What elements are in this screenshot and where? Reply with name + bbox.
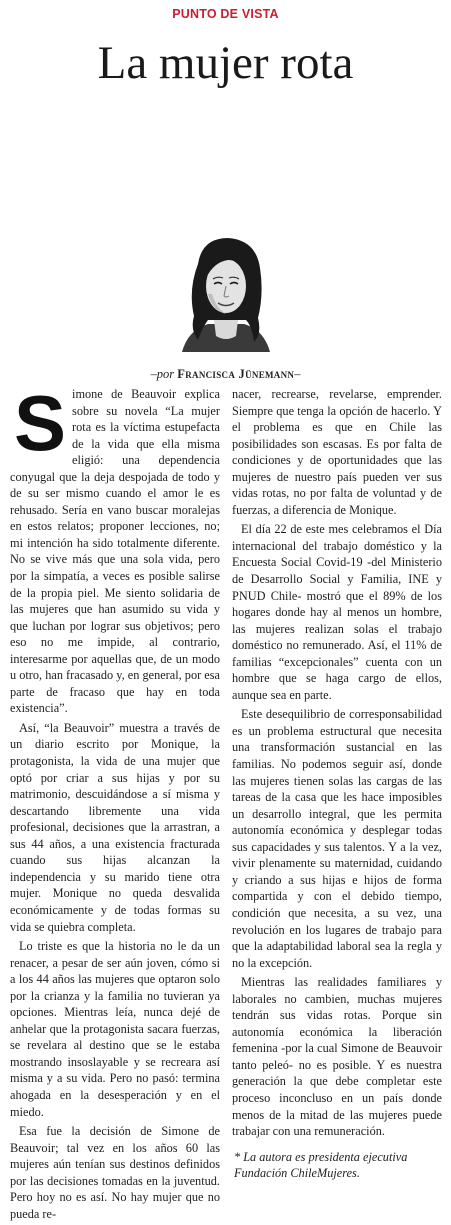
article-paragraph: Lo triste es que la historia no le da un renacer, a pesar de ser aún joven, cómo si a los 44 años las mujeres que optaron solo por la crianza y la familia no tuvieran ya opciones. Mientras leía, nunca dejé de anhelar que la protagonista sacara fuerzas, se revelara al destino que se le estaba mostrando insoslayable y se recreara así misma y a su vida. Pero no pasó: termina ahogada en la desesperación y en el miedo. [10,939,220,1119]
article-paragraph: Así, “la Beauvoir” muestra a través de un diario escrito por Monique, la protagonista, la vida de una mujer que optó por criar a sus hijas y por su matrimonio, descuidándose a sí misma y descartando libremente una vida profesional, decisiones que la arrastran, a sus 44 años, a una existencia fracturada cuando sus hijas alcanzan la independencia y su marido tiene otra mujer. Monique no queda desvalida económicamente y de todas formas su vida se quiebra completa. [10,720,220,934]
article-paragraph: Esa fue la decisión de Simone de Beauvoir; tal vez en los años 60 las mujeres aún tenían sus destinos definidos por las decisiones tomadas en la juventud. Pero hoy no es así. No hay mujer que no pueda re- [10,1124,220,1221]
section-kicker: PUNTO DE VISTA [172,7,279,21]
article-paragraph: Mientras las realidades familiares y laborales no cambien, muchas mujeres tendrán sus vidas rotas. Porque sin autonomía económica la liberación femenina -por la cual Simone de Beauvoir tanto peleó- no es posible. Y es nuestra generación la que debe completar este proceso inconcluso en un país donde menos de la mitad de las mujeres puede trabajar con una remuneración. [232,975,442,1139]
article-paragraph: Este desequilibrio de corresponsabilidad es un problema estructural que necesita una transformación sustancial en las familias. No podemos seguir así, donde las mujeres tienen solas las cargas de las tareas de la casa que les hace imposibles un desarrollo integral, que les permita autonomía económica y desplegar todas sus capacidades y sus talentos. Y a la vez, vivir plenamente su maternidad, cuidando y criando a sus hijas e hijos de forma compartida y con el debido tiempo, condición que necesita, a su vez, una revolución en los lugares de trabajo para que la adaptabilidad laboral sea la regla y no la excepción. [232,707,442,970]
article-paragraph: El día 22 de este mes celebramos el Día internacional del trabajo doméstico y la Encuesta Social Covid-19 -del Ministerio de Desarrollo Social y Familia, INE y PNUD Chile- mostró que el 89% de los hogares donde hay al menos un hombre, las mujeres realizan solas el trabajo doméstico no remunerado. Así, el 11% de familias “excepcionales” cuenta con un hombre que se haga cargo de ellos, aunque sea en parte. [232,522,442,702]
author-name: Francisca Jünemann [177,367,295,381]
author-footnote: * La autora es presidenta ejecutiva Fundación ChileMujeres. [234,1149,408,1181]
article-paragraph [10,379,220,717]
paragraph-text: imone de Beauvoir explica sobre su novela “La mujer rota es la víctima estupefacta de la vida que ella misma eligió: una dependencia conyugal que la deja despojada de todo y de su ser mismo cuando el amor le es rehusado. Sería en vano buscar moralejas en estos relatos; proponer lecciones, no; mi intención ha sido totalmente diferente. No se vive más que una sola vida, pero por la simpatía, a veces es posible salirse de la propia piel. Me siento solidaria de las mujeres que han asumido su vida y que luchan por lograr sus objetivos; pero eso no me impide, al contrario, interesarme por aquellas que, de un modo u otro, han fracasado y, en general, por esa parte de fracaso que hay en toda existencia”. [10,387,220,716]
author-portrait-illustration [168,234,284,352]
article-headline: La mujer rota [97,37,354,89]
article-column-left [10,379,220,1225]
article-column-right [232,386,442,1182]
byline-prefix: –por [150,367,175,381]
drop-cap: S [14,379,67,467]
article-paragraph: nacer, recrearse, revelarse, emprender. Siempre que tenga la opción de hacerlo. Y el problema es que en Chile las posibilidades son escasas. Es por falta de condiciones y de oportunidades que las mujeres de nuestro país pueden ver sus vidas rotas, no por falta de voluntad y de fuerzas, a diferencia de Monique. [232,387,442,517]
byline-suffix: – [294,367,301,381]
author-byline [0,367,451,382]
